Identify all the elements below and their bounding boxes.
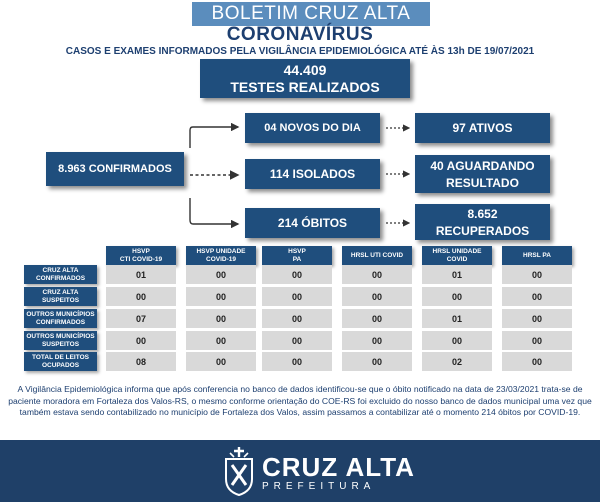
row-header-line1: TOTAL DE LEITOS: [32, 353, 89, 361]
table-column-header: [422, 246, 492, 265]
city-crest-icon: [222, 445, 256, 497]
isolated-box: 114 ISOLADOS: [245, 159, 380, 189]
confirmed-box: 8.963 CONFIRMADOS: [46, 152, 184, 186]
arrow-to-new-cases: [190, 127, 238, 148]
table-cell: 00: [342, 287, 412, 306]
deaths-box: 214 ÓBITOS: [245, 208, 380, 238]
table-cell: 00: [342, 331, 412, 350]
logo-subtitle: PREFEITURA: [262, 481, 376, 492]
table-cell: 00: [106, 331, 176, 350]
column-header-line2: PA: [292, 255, 302, 263]
recovered-value: 8.652: [467, 207, 498, 221]
table-cell: 00: [186, 331, 256, 350]
epidemiology-note: A Vigilância Epidemiológica informa que após conferencia no banco de dados identificou-se que o óbito notificado na data de 23/03/2021 trata-se de paciente moradora em Fortaleza dos Valos-RS, o mesmo conforme orientação do COE-RS foi excluido do nosso banco de dados municipal uma vez que também estava sendo contabilizado no município de Fortaleza dos Valos, assim passamos a contabilizar até o momento 214 óbitos por COVID-19.: [8, 384, 592, 417]
bulletin-subtitle: CORONAVÍRUS: [226, 24, 374, 45]
table-column-header: [186, 246, 256, 265]
awaiting-line1: 40 AGUARDANDO: [430, 159, 535, 173]
table-cell: 00: [186, 352, 256, 371]
table-cell: 02: [422, 352, 492, 371]
awaiting-box: [415, 155, 550, 193]
table-cell: 00: [262, 352, 332, 371]
table-cell: 00: [502, 331, 572, 350]
table-cell: 00: [422, 331, 492, 350]
awaiting-line2: RESULTADO: [446, 176, 519, 190]
table-row-header: [24, 309, 97, 328]
active-box: 97 ATIVOS: [415, 113, 550, 143]
row-header-line1: OUTROS MUNICÍPIOS: [26, 332, 95, 340]
recovered-box: [415, 204, 550, 240]
table-cell: 00: [342, 265, 412, 284]
row-header-line2: SUSPEITOS: [41, 340, 80, 348]
tests-box: [200, 59, 410, 98]
bulletin-title: BOLETIM CRUZ ALTA: [192, 2, 430, 26]
column-header-line2: CTI COVID-19: [119, 255, 163, 263]
row-header-line2: OCUPADOS: [41, 361, 80, 369]
table-cell: 00: [262, 331, 332, 350]
table-column-header: [502, 246, 572, 265]
table-cell: 00: [186, 287, 256, 306]
column-header-line1: HRSL PA: [523, 251, 551, 259]
table-cell: 00: [502, 287, 572, 306]
column-header-line1: HRSL UNIDADE: [432, 247, 482, 255]
table-cell: 00: [262, 309, 332, 328]
table-cell: 00: [502, 265, 572, 284]
row-header-line1: OUTROS MUNICÍPIOS: [26, 310, 95, 318]
table-cell: 00: [262, 265, 332, 284]
row-header-line1: CRUZ ALTA: [42, 266, 79, 274]
tests-label: TESTES REALIZADOS: [230, 79, 380, 95]
row-header-line1: CRUZ ALTA: [42, 288, 79, 296]
table-row-header: [24, 287, 97, 306]
recovered-label: RECUPERADOS: [435, 224, 530, 238]
column-header-line1: HSVP: [132, 247, 150, 255]
table-cell: 00: [422, 287, 492, 306]
table-cell: 01: [106, 265, 176, 284]
table-cell: 00: [342, 309, 412, 328]
table-row-header: [24, 265, 97, 284]
column-header-line1: HSVP UNIDADE: [196, 247, 246, 255]
table-cell: 00: [262, 287, 332, 306]
table-cell: 01: [422, 265, 492, 284]
row-header-line2: SUSPEITOS: [41, 296, 80, 304]
table-cell: 00: [106, 287, 176, 306]
table-cell: 08: [106, 352, 176, 371]
table-cell: 01: [422, 309, 492, 328]
table-column-header: [106, 246, 176, 265]
tests-value: 44.409: [283, 62, 327, 78]
row-header-line2: CONFIRMADOS: [35, 274, 86, 282]
column-header-line2: COVID-19: [206, 255, 236, 263]
table-row-header: [24, 352, 97, 371]
table-column-header: [342, 246, 412, 265]
table-cell: 00: [186, 309, 256, 328]
column-header-line2: COVID: [446, 255, 468, 263]
table-cell: 00: [502, 352, 572, 371]
table-cell: 00: [342, 352, 412, 371]
report-info: CASOS E EXAMES INFORMADOS PELA VIGILÂNCIA EPIDEMIOLÓGICA ATÉ ÀS 13h DE 19/07/2021: [65, 46, 535, 57]
table-row-header: [24, 331, 97, 350]
column-header-line1: HSVP: [288, 247, 306, 255]
logo-title: CRUZ ALTA: [262, 452, 415, 482]
table-cell: 07: [106, 309, 176, 328]
table-cell: 00: [186, 265, 256, 284]
column-header-line1: HRSL UTI COVID: [350, 251, 404, 259]
arrow-to-deaths: [190, 198, 238, 224]
new-cases-box: 04 NOVOS DO DIA: [245, 113, 380, 143]
table-cell: 00: [502, 309, 572, 328]
row-header-line2: CONFIRMADOS: [35, 318, 86, 326]
table-column-header: [262, 246, 332, 265]
